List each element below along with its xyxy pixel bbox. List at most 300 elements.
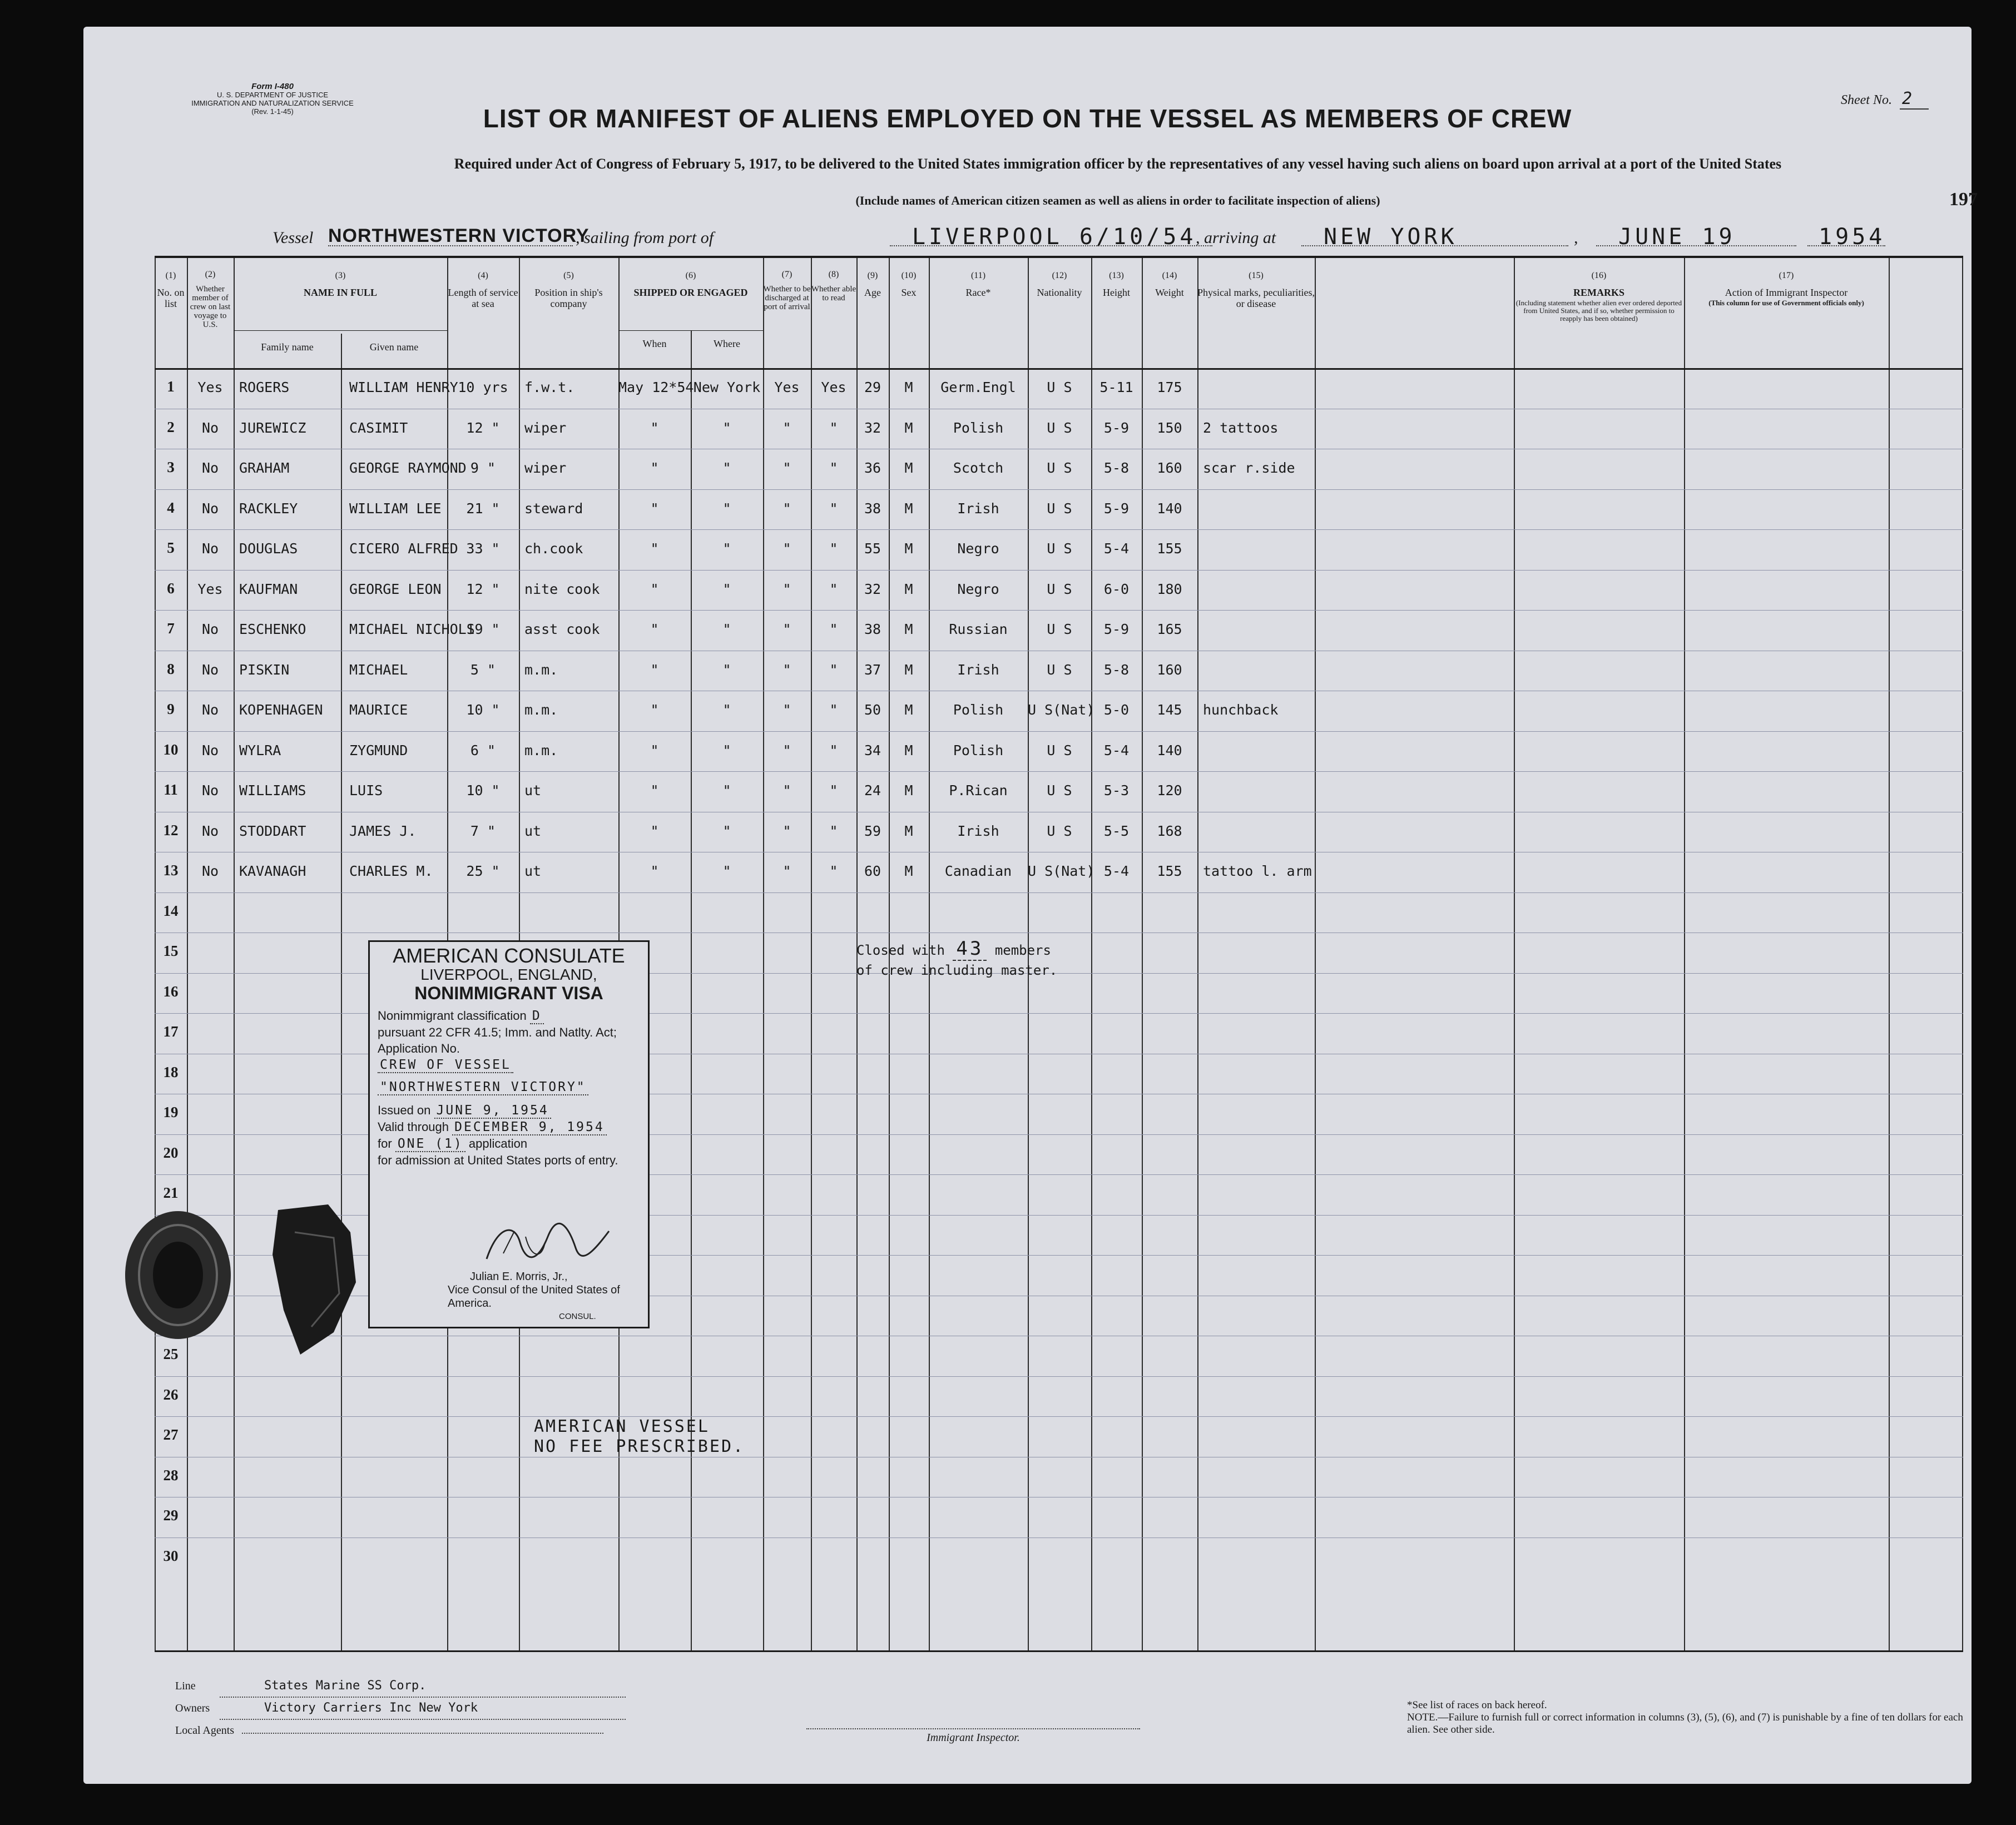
cell-service: 33 " bbox=[466, 540, 500, 557]
cell-given: MICHAEL NICHOLS bbox=[349, 621, 475, 637]
cell-age: 32 bbox=[864, 581, 881, 597]
cell-service: 10 " bbox=[466, 702, 500, 718]
line-number: 29 bbox=[163, 1507, 179, 1524]
cell-prev: No bbox=[201, 863, 219, 879]
cell-race: Russian bbox=[949, 621, 1008, 637]
cell-given: WILLIAM HENRY bbox=[349, 379, 458, 395]
cell-when: " bbox=[650, 420, 659, 436]
cell-height: 5-0 bbox=[1103, 702, 1130, 718]
cell-read: " bbox=[829, 460, 838, 476]
cell-race: Irish bbox=[957, 662, 999, 678]
cell-family: ROGERS bbox=[239, 379, 290, 395]
cell-given: JAMES J. bbox=[349, 823, 417, 839]
cell-race: Polish bbox=[953, 742, 1004, 758]
cell-nationality: U S(Nat) bbox=[1028, 702, 1095, 718]
cell-family: PISKIN bbox=[239, 662, 290, 678]
stamp-visa-type: NONIMMIGRANT VISA bbox=[414, 983, 603, 1003]
line-number: 6 bbox=[167, 580, 175, 597]
cell-when: " bbox=[650, 621, 659, 637]
cell-race: Negro bbox=[957, 540, 999, 557]
cell-position: wiper bbox=[524, 420, 567, 436]
manifest-sheet bbox=[83, 27, 1978, 1784]
cell-age: 38 bbox=[864, 500, 881, 517]
col-header-discharged: (7) Whether to be discharged at port of arrival bbox=[763, 270, 811, 311]
cell-race: Negro bbox=[957, 581, 999, 597]
cell-height: 5-4 bbox=[1103, 540, 1130, 557]
cell-service: 21 " bbox=[466, 500, 500, 517]
stamp-location: LIVERPOOL, ENGLAND, bbox=[420, 966, 597, 983]
cell-sex: M bbox=[904, 662, 913, 678]
cell-given: WILLIAM LEE bbox=[349, 500, 442, 517]
line-number: 4 bbox=[167, 499, 175, 516]
table-row bbox=[155, 570, 1963, 610]
sheet-number-label: Sheet No. bbox=[1841, 93, 1892, 107]
cell-age: 55 bbox=[864, 540, 881, 557]
cell-discharged: " bbox=[782, 863, 791, 879]
col-header-nationality: (12) Nationality bbox=[1037, 271, 1082, 298]
cell-height: 5-8 bbox=[1103, 460, 1130, 476]
cell-read: " bbox=[829, 621, 838, 637]
line-number: 5 bbox=[167, 539, 175, 556]
col-header-service: (4) Length of service at sea bbox=[448, 271, 518, 309]
line-number: 21 bbox=[163, 1184, 179, 1201]
cell-read: " bbox=[829, 742, 838, 758]
cell-given: CHARLES M. bbox=[349, 863, 433, 879]
cell-height: 5-8 bbox=[1103, 662, 1130, 678]
cell-race: Germ.Engl bbox=[940, 379, 1016, 395]
cell-sex: M bbox=[904, 581, 913, 597]
cell-service: 25 " bbox=[466, 863, 500, 879]
cell-weight: 145 bbox=[1157, 702, 1182, 718]
handnote-line2: NO FEE PRESCRIBED. bbox=[534, 1437, 745, 1456]
cell-where: " bbox=[722, 500, 731, 517]
cell-weight: 160 bbox=[1157, 662, 1182, 678]
agents-label: Local Agents bbox=[175, 1724, 235, 1737]
vessel-label: Vessel bbox=[273, 229, 314, 247]
cell-age: 50 bbox=[864, 702, 881, 718]
arrival-date: JUNE 19 bbox=[1618, 224, 1736, 250]
cell-discharged: " bbox=[782, 823, 791, 839]
line-number: 9 bbox=[167, 701, 175, 717]
cell-race: Irish bbox=[957, 500, 999, 517]
sailing-label: , sailing from port of bbox=[576, 229, 714, 247]
cell-given: LUIS bbox=[349, 782, 383, 799]
line-number: 15 bbox=[163, 943, 179, 959]
cell-weight: 175 bbox=[1157, 379, 1182, 395]
col-header-sex: (10) Sex bbox=[901, 271, 917, 298]
cell-nationality: U S bbox=[1047, 621, 1072, 637]
cell-discharged: " bbox=[782, 581, 791, 597]
cell-position: steward bbox=[524, 500, 583, 517]
handwritten-note bbox=[534, 1417, 745, 1457]
arriving-label: , arriving at bbox=[1196, 229, 1276, 247]
stamp-admission: for admission at United States ports of entry. bbox=[378, 1153, 618, 1167]
col-header-family-name: Family name bbox=[261, 341, 314, 353]
application-count: ONE (1) bbox=[395, 1137, 465, 1152]
cell-age: 37 bbox=[864, 662, 881, 678]
line-number: 30 bbox=[163, 1548, 179, 1564]
col-header-inspector-action: (17) Action of Immigrant Inspector (This column for use of Government officials only) bbox=[1708, 271, 1864, 307]
cell-weight: 155 bbox=[1157, 540, 1182, 557]
agency-line: IMMIGRATION AND NATURALIZATION SERVICE bbox=[191, 99, 354, 107]
footer-info bbox=[175, 1675, 626, 1741]
cell-position: m.m. bbox=[524, 662, 558, 678]
cell-given: GEORGE LEON bbox=[349, 581, 442, 597]
cell-family: KOPENHAGEN bbox=[239, 702, 323, 718]
line-number: 16 bbox=[163, 983, 179, 1000]
cell-when: " bbox=[650, 662, 659, 678]
cell-nationality: U S bbox=[1047, 540, 1072, 557]
table-row bbox=[155, 529, 1963, 569]
cell-nationality: U S bbox=[1047, 420, 1072, 436]
cell-where: " bbox=[722, 742, 731, 758]
cell-marks: 2 tattoos bbox=[1203, 420, 1279, 436]
cell-marks: tattoo l. arm bbox=[1203, 863, 1312, 879]
line-number: 17 bbox=[163, 1023, 179, 1040]
cell-family: KAVANAGH bbox=[239, 863, 306, 879]
cell-where: " bbox=[722, 662, 731, 678]
cell-service: 10 " bbox=[466, 782, 500, 799]
col-header-marks: (15) Physical marks, peculiarities, or disease bbox=[1197, 271, 1315, 309]
cell-prev: No bbox=[201, 420, 219, 436]
cell-weight: 168 bbox=[1157, 823, 1182, 839]
col-header-prev-voyage: (2) Whether member of crew on last voyage to U.S. bbox=[190, 270, 231, 329]
stamp-body: Nonimmigrant classification D pursuant 22 CFR 41.5; Imm. and Natlty. Act; Application No. CREW OF VESSEL "NORTHWESTERN VICTORY" Issued on JUNE 9, 1954 Valid through DECEMBER 9, 1954 for ONE (1) application for admission at United States ports of entry. bbox=[370, 1003, 648, 1173]
col-header-read: (8) Whether able to read bbox=[811, 270, 856, 302]
cell-discharged: " bbox=[782, 420, 791, 436]
closed-with-note bbox=[856, 939, 1057, 980]
line-label: Line bbox=[175, 1680, 196, 1692]
cell-sex: M bbox=[904, 782, 913, 799]
cell-when: " bbox=[650, 702, 659, 718]
cell-family: ESCHENKO bbox=[239, 621, 306, 637]
col-header-where: Where bbox=[714, 338, 740, 349]
handnote-line1: AMERICAN VESSEL bbox=[534, 1417, 710, 1436]
stamp-consulate: AMERICAN CONSULATE bbox=[393, 944, 625, 967]
cell-weight: 180 bbox=[1157, 581, 1182, 597]
cell-sex: M bbox=[904, 823, 913, 839]
cell-weight: 165 bbox=[1157, 621, 1182, 637]
cell-where: " bbox=[722, 621, 731, 637]
cell-position: m.m. bbox=[524, 742, 558, 758]
stamp-vessel-name: "NORTHWESTERN VICTORY" bbox=[378, 1080, 588, 1095]
cell-family: RACKLEY bbox=[239, 500, 298, 517]
line-number: 11 bbox=[164, 781, 178, 798]
line-number: 3 bbox=[167, 459, 175, 475]
cell-discharged: " bbox=[782, 540, 791, 557]
cell-where: " bbox=[722, 540, 731, 557]
footnote-penalty: NOTE.—Failure to furnish full or correct information in columns (3), (5), (6), and (7) is punishable by a fine of ten dollars for each alien. See other side. bbox=[1407, 1712, 1963, 1735]
line-number: 19 bbox=[163, 1104, 179, 1120]
sheet-number-value: 2 bbox=[1900, 89, 1929, 110]
cell-read: " bbox=[829, 540, 838, 557]
cell-prev: No bbox=[201, 823, 219, 839]
cell-service: 10 yrs bbox=[458, 379, 508, 395]
cell-read: " bbox=[829, 782, 838, 799]
departure-port: LIVERPOOL 6/10/54 bbox=[912, 224, 1197, 250]
seal-ribbon bbox=[267, 1199, 373, 1360]
cell-family: STODDART bbox=[239, 823, 306, 839]
col-header-weight: (14) Weight bbox=[1155, 271, 1184, 298]
cell-service: 12 " bbox=[466, 420, 500, 436]
agency-line: U. S. DEPARTMENT OF JUSTICE bbox=[216, 91, 329, 99]
cell-discharged: " bbox=[782, 782, 791, 799]
cell-read: " bbox=[829, 420, 838, 436]
cell-sex: M bbox=[904, 379, 913, 395]
agents-value bbox=[242, 1733, 603, 1734]
cell-family: WILLIAMS bbox=[239, 782, 306, 799]
form-revision: (Rev. 1-1-45) bbox=[251, 107, 294, 116]
cell-sex: M bbox=[904, 540, 913, 557]
cell-where: New York bbox=[693, 379, 761, 395]
cell-discharged: " bbox=[782, 742, 791, 758]
cell-age: 24 bbox=[864, 782, 881, 799]
cell-when: " bbox=[650, 581, 659, 597]
consul-signature bbox=[481, 1220, 615, 1270]
cell-family: DOUGLAS bbox=[239, 540, 298, 557]
cell-age: 60 bbox=[864, 863, 881, 879]
cell-when: " bbox=[650, 823, 659, 839]
cell-when: " bbox=[650, 540, 659, 557]
cell-when: " bbox=[650, 782, 659, 799]
cell-prev: No bbox=[201, 540, 219, 557]
cell-nationality: U S bbox=[1047, 581, 1072, 597]
cell-height: 5-5 bbox=[1103, 823, 1130, 839]
col-header-no: (1) No. on list bbox=[157, 271, 185, 309]
cell-age: 34 bbox=[864, 742, 881, 758]
cell-weight: 140 bbox=[1157, 500, 1182, 517]
line-number: 20 bbox=[163, 1144, 179, 1161]
cell-service: 9 " bbox=[470, 460, 496, 476]
cell-prev: No bbox=[201, 782, 219, 799]
table-row bbox=[155, 409, 1963, 449]
cell-read: " bbox=[829, 863, 838, 879]
cell-marks: hunchback bbox=[1203, 702, 1279, 718]
cell-prev: No bbox=[201, 460, 219, 476]
owners-value: Victory Carriers Inc New York bbox=[220, 1698, 626, 1720]
col-header-position: (5) Position in ship's company bbox=[534, 271, 603, 309]
table-row bbox=[155, 691, 1963, 731]
line-number: 18 bbox=[163, 1064, 179, 1080]
table-row bbox=[155, 812, 1963, 852]
cell-height: 5-4 bbox=[1103, 863, 1130, 879]
col-header-shipped: (6) SHIPPED OR ENGAGED bbox=[633, 271, 748, 298]
cell-read: " bbox=[829, 581, 838, 597]
cell-service: 6 " bbox=[470, 742, 496, 758]
cell-discharged: " bbox=[782, 662, 791, 678]
line-number: 8 bbox=[167, 661, 175, 677]
embossed-seal bbox=[122, 1208, 234, 1342]
cell-when: " bbox=[650, 460, 659, 476]
cell-prev: No bbox=[201, 500, 219, 517]
cell-discharged: " bbox=[782, 702, 791, 718]
col-header-name: (3) NAME IN FULL bbox=[303, 271, 377, 298]
page-subtitle: Required under Act of Congress of February 5, 1917, to be delivered to the United States immigration officer by the representatives of any vessel having such aliens on board upon arrival at a port of the United States bbox=[454, 156, 1782, 172]
cell-sex: M bbox=[904, 621, 913, 637]
page-subnote: (Include names of American citizen seamen as well as aliens in order to facilitate inspection of aliens) bbox=[855, 194, 1380, 207]
cell-when: May 12*54 bbox=[618, 379, 694, 395]
col-header-given-name: Given name bbox=[369, 341, 419, 353]
line-number: 10 bbox=[163, 741, 179, 758]
line-number: 2 bbox=[167, 419, 175, 435]
footnote-races: *See list of races on back hereof. bbox=[1407, 1699, 1547, 1711]
stamp-pursuant: pursuant 22 CFR 41.5; Imm. and Natlty. Act; Application No. bbox=[378, 1025, 617, 1055]
cell-position: ut bbox=[524, 782, 542, 799]
owners-label: Owners bbox=[175, 1702, 210, 1714]
col-header-remarks: (16) REMARKS (Including statement whether alien ever ordered deported from United States, and if so, whether permission to reapply has been obtained) bbox=[1515, 271, 1682, 323]
cell-given: GEORGE RAYMOND bbox=[349, 460, 467, 476]
cell-prev: Yes bbox=[197, 379, 223, 395]
cell-read: " bbox=[829, 662, 838, 678]
closed-prefix: Closed with bbox=[856, 943, 945, 958]
cell-prev: Yes bbox=[197, 581, 223, 597]
table-row bbox=[155, 610, 1963, 650]
cell-height: 5-3 bbox=[1103, 782, 1130, 799]
cell-race: P.Rican bbox=[949, 782, 1008, 799]
line-number: 25 bbox=[163, 1346, 179, 1362]
cell-when: " bbox=[650, 742, 659, 758]
table-row bbox=[155, 771, 1963, 811]
cell-nationality: U S bbox=[1047, 500, 1072, 517]
cell-discharged: " bbox=[782, 621, 791, 637]
cell-position: f.w.t. bbox=[524, 379, 575, 395]
cell-when: " bbox=[650, 500, 659, 517]
cell-race: Polish bbox=[953, 420, 1004, 436]
cell-prev: No bbox=[201, 621, 219, 637]
cell-age: 36 bbox=[864, 460, 881, 476]
table-row bbox=[155, 651, 1963, 691]
cell-where: " bbox=[722, 581, 731, 597]
arrival-year: 1954 bbox=[1819, 224, 1886, 250]
cell-discharged: " bbox=[782, 500, 791, 517]
line-number: 28 bbox=[163, 1467, 179, 1484]
cell-when: " bbox=[650, 863, 659, 879]
cell-where: " bbox=[722, 420, 731, 436]
page-number: 197 bbox=[1949, 189, 1978, 210]
cell-family: JUREWICZ bbox=[239, 420, 306, 436]
cell-marks: scar r.side bbox=[1203, 460, 1295, 476]
cell-prev: No bbox=[201, 662, 219, 678]
cell-where: " bbox=[722, 702, 731, 718]
closed-suffix: members bbox=[994, 943, 1051, 958]
cell-height: 5-9 bbox=[1103, 621, 1130, 637]
comma: , bbox=[1574, 229, 1578, 247]
cell-sex: M bbox=[904, 460, 913, 476]
line-number: 27 bbox=[163, 1426, 179, 1443]
line-number: 14 bbox=[163, 902, 179, 919]
cell-sex: M bbox=[904, 500, 913, 517]
cell-given: MICHAEL bbox=[349, 662, 408, 678]
cell-given: CICERO ALFRED bbox=[349, 540, 458, 557]
cell-age: 59 bbox=[864, 823, 881, 839]
footnote bbox=[1407, 1699, 1963, 1736]
col-header-age: (9) Age bbox=[864, 271, 881, 298]
cell-height: 5-9 bbox=[1103, 500, 1130, 517]
cell-family: GRAHAM bbox=[239, 460, 290, 476]
cell-nationality: U S(Nat) bbox=[1028, 863, 1095, 879]
cell-age: 32 bbox=[864, 420, 881, 436]
cell-family: WYLRA bbox=[239, 742, 281, 758]
cell-prev: No bbox=[201, 742, 219, 758]
col-header-when: When bbox=[642, 338, 667, 349]
cell-given: MAURICE bbox=[349, 702, 408, 718]
col-header-height: (13) Height bbox=[1103, 271, 1130, 298]
form-number: Form I-480 bbox=[251, 82, 294, 91]
valid-through-date: DECEMBER 9, 1954 bbox=[452, 1120, 607, 1135]
cell-service: 7 " bbox=[470, 823, 496, 839]
cell-discharged: Yes bbox=[774, 379, 800, 395]
crew-count: 43 bbox=[953, 938, 987, 961]
vessel-line bbox=[273, 224, 1885, 252]
page-title: LIST OR MANIFEST OF ALIENS EMPLOYED ON THE VESSEL AS MEMBERS OF CREW bbox=[483, 104, 1572, 133]
cell-nationality: U S bbox=[1047, 662, 1072, 678]
table-row bbox=[155, 731, 1963, 771]
vessel-name: NORTHWESTERN VICTORY bbox=[328, 225, 590, 246]
cell-where: " bbox=[722, 823, 731, 839]
cell-given: CASIMIT bbox=[349, 420, 408, 436]
line-value: States Marine SS Corp. bbox=[220, 1675, 626, 1698]
issued-date: JUNE 9, 1954 bbox=[434, 1103, 551, 1119]
application-number: CREW OF VESSEL bbox=[378, 1058, 513, 1073]
cell-discharged: " bbox=[782, 460, 791, 476]
cell-race: Scotch bbox=[953, 460, 1004, 476]
cell-where: " bbox=[722, 863, 731, 879]
cell-weight: 140 bbox=[1157, 742, 1182, 758]
signer-name: Julian E. Morris, Jr., bbox=[470, 1271, 568, 1283]
cell-position: ut bbox=[524, 863, 542, 879]
cell-where: " bbox=[722, 782, 731, 799]
line-number: 12 bbox=[163, 822, 179, 839]
arrival-port: NEW YORK bbox=[1324, 224, 1458, 250]
cell-weight: 160 bbox=[1157, 460, 1182, 476]
cell-age: 29 bbox=[864, 379, 881, 395]
cell-family: KAUFMAN bbox=[239, 581, 298, 597]
inspector-signature-line: Immigrant Inspector. bbox=[806, 1728, 1140, 1744]
line-number: 7 bbox=[167, 620, 175, 637]
cell-where: " bbox=[722, 460, 731, 476]
cell-read: " bbox=[829, 500, 838, 517]
cell-service: 5 " bbox=[470, 662, 496, 678]
cell-position: ut bbox=[524, 823, 542, 839]
cell-nationality: U S bbox=[1047, 460, 1072, 476]
cell-given: ZYGMUND bbox=[349, 742, 408, 758]
cell-position: wiper bbox=[524, 460, 567, 476]
line-number: 1 bbox=[167, 378, 175, 395]
stamp-signature-block bbox=[448, 1270, 626, 1323]
cell-age: 38 bbox=[864, 621, 881, 637]
cell-weight: 150 bbox=[1157, 420, 1182, 436]
closed-line2: of crew including master. bbox=[856, 963, 1058, 978]
consul-label: CONSUL. bbox=[559, 1312, 596, 1321]
cell-race: Canadian bbox=[944, 863, 1012, 879]
cell-nationality: U S bbox=[1047, 823, 1072, 839]
cell-prev: No bbox=[201, 702, 219, 718]
cell-weight: 155 bbox=[1157, 863, 1182, 879]
line-number: 13 bbox=[163, 862, 179, 879]
cell-race: Irish bbox=[957, 823, 999, 839]
table-row bbox=[155, 368, 1963, 408]
cell-position: ch.cook bbox=[524, 540, 583, 557]
cell-height: 5-11 bbox=[1099, 379, 1133, 395]
cell-weight: 120 bbox=[1157, 782, 1182, 799]
cell-sex: M bbox=[904, 863, 913, 879]
cell-sex: M bbox=[904, 702, 913, 718]
cell-height: 6-0 bbox=[1103, 581, 1130, 597]
cell-service: 19 " bbox=[466, 621, 500, 637]
cell-nationality: U S bbox=[1047, 742, 1072, 758]
cell-service: 12 " bbox=[466, 581, 500, 597]
table-row bbox=[155, 449, 1963, 489]
